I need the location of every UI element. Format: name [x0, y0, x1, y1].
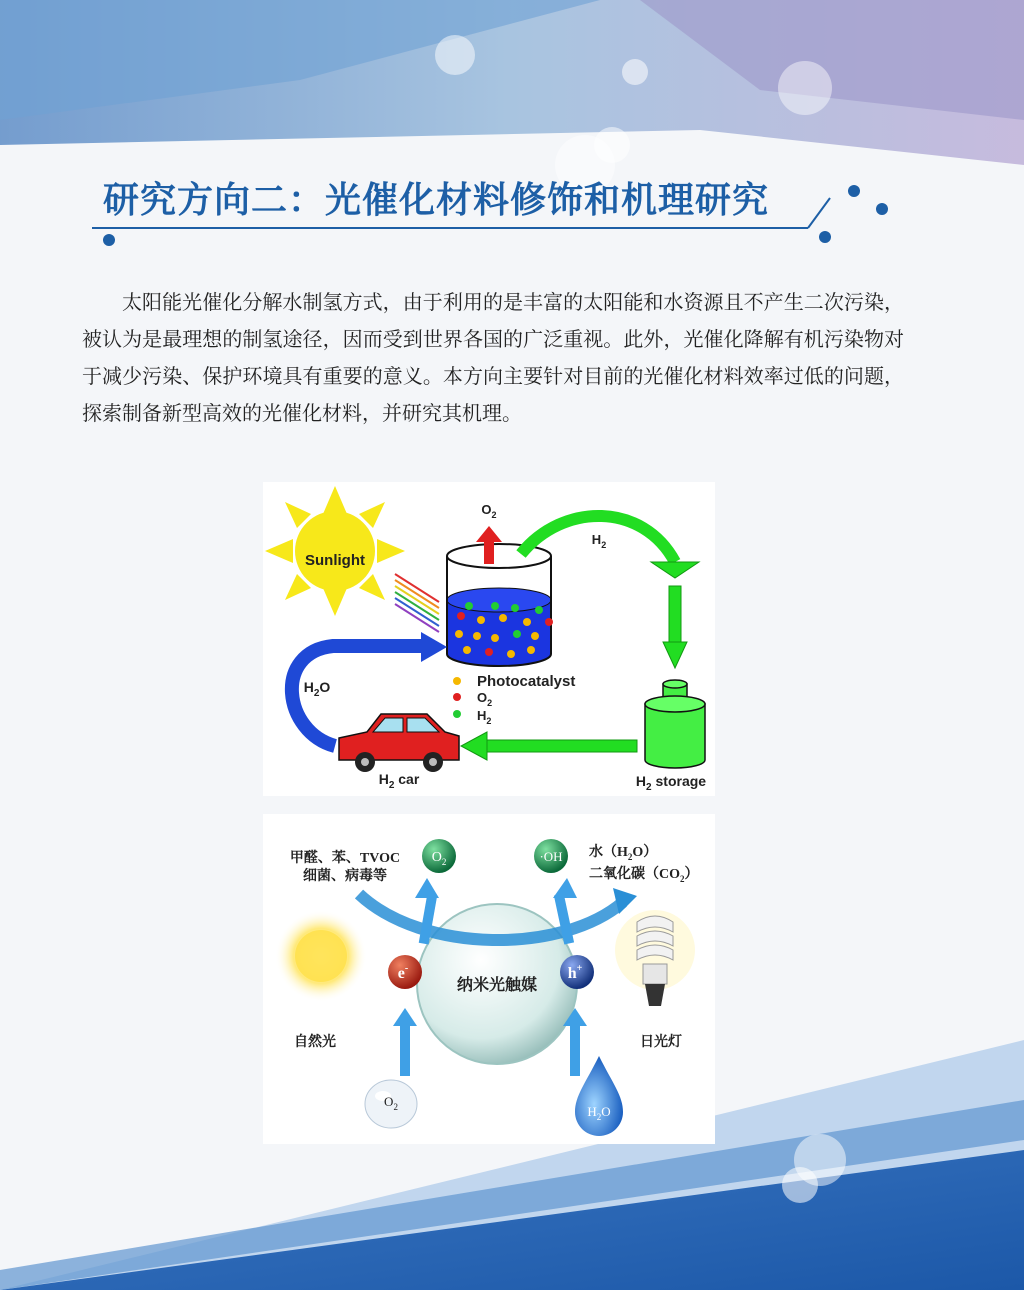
fuel-arrow-head	[461, 732, 487, 760]
down-arrow-head	[663, 642, 687, 668]
title-slash	[808, 198, 830, 228]
h2-storage-tank	[645, 680, 705, 768]
hole-label: h+	[567, 963, 583, 982]
title-dot	[103, 234, 115, 246]
title-dot	[819, 231, 831, 243]
page-title: 研究方向二：光催化材料修饰和机理研究	[103, 180, 770, 221]
legend-h2: $H_2$	[477, 708, 492, 726]
figure-photocatalyst-mechanism	[263, 814, 715, 1144]
h2o-label: $H_2O$	[303, 679, 331, 699]
legend-marker-h2	[453, 710, 461, 718]
water-droplet-icon	[575, 1056, 623, 1136]
h2-transfer-label: $H_2$	[591, 532, 607, 550]
down-arrow-shaft	[669, 586, 681, 642]
car-label: $H_2$ car	[378, 771, 420, 791]
legend-marker-photocatalyst	[453, 677, 461, 685]
pollutants-line1: 甲醛、苯、TVOC	[289, 851, 401, 866]
droplet-h2o-label: $H_2O$	[587, 1104, 611, 1122]
title-dot	[848, 185, 860, 197]
title-dot	[876, 203, 888, 215]
natural-light-label: 自然光	[294, 1033, 336, 1049]
sun-icon	[265, 486, 405, 616]
o2-top-label: $O_2$	[481, 502, 497, 520]
hydroxyl-label: ·OH	[539, 849, 563, 864]
droplet-o2-label: $O_2$	[384, 1094, 398, 1112]
fuel-arrow-shaft	[487, 740, 637, 752]
legend-photocatalyst: Photocatalyst	[477, 673, 576, 690]
pollutants-line2: 细菌、病毒等	[303, 869, 387, 884]
water-return-arrowhead	[421, 632, 447, 662]
car-icon	[339, 714, 459, 772]
products-line2: 二氧化碳$(CO_2)$	[589, 867, 699, 884]
light-rays	[395, 574, 439, 632]
lamp-label: 日光灯	[640, 1033, 682, 1049]
products-line1: 水$(H_2O)$	[589, 845, 658, 862]
reactor-beaker	[447, 544, 551, 666]
bubble	[782, 1167, 818, 1203]
bubble	[622, 59, 648, 85]
figure-hydrogen-cycle	[263, 482, 715, 796]
fluorescent-lamp-icon	[615, 910, 695, 1006]
legend	[453, 673, 575, 726]
bubble	[778, 61, 832, 115]
legend-o2: $O_2$	[477, 690, 493, 708]
storage-label: $H_2$ storage	[635, 773, 707, 793]
body-paragraph: 太阳能光催化分解水制氢方式，由于利用的是丰富的太阳能和水资源且不产生二次污染，被认为是最理想的制氢途径，因而受到世界各国的广泛重视。此外，光催化降解有机污染物对于减少污染、保护环境具有重要的意义。本方向主要针对目前的光催化材料效率过低的问题，探索制备新型高效的光催化材料，并研究其机理。	[82, 290, 904, 425]
sun-label: Sunlight	[305, 552, 365, 569]
center-label: 纳米光触媒	[456, 977, 538, 994]
legend-marker-o2	[453, 693, 461, 701]
bubble	[435, 35, 475, 75]
electron-label: e-	[397, 963, 409, 982]
superoxide-label: $O_2$	[431, 850, 447, 867]
h2-transfer-arrowhead	[651, 562, 699, 578]
bubble	[594, 127, 630, 163]
